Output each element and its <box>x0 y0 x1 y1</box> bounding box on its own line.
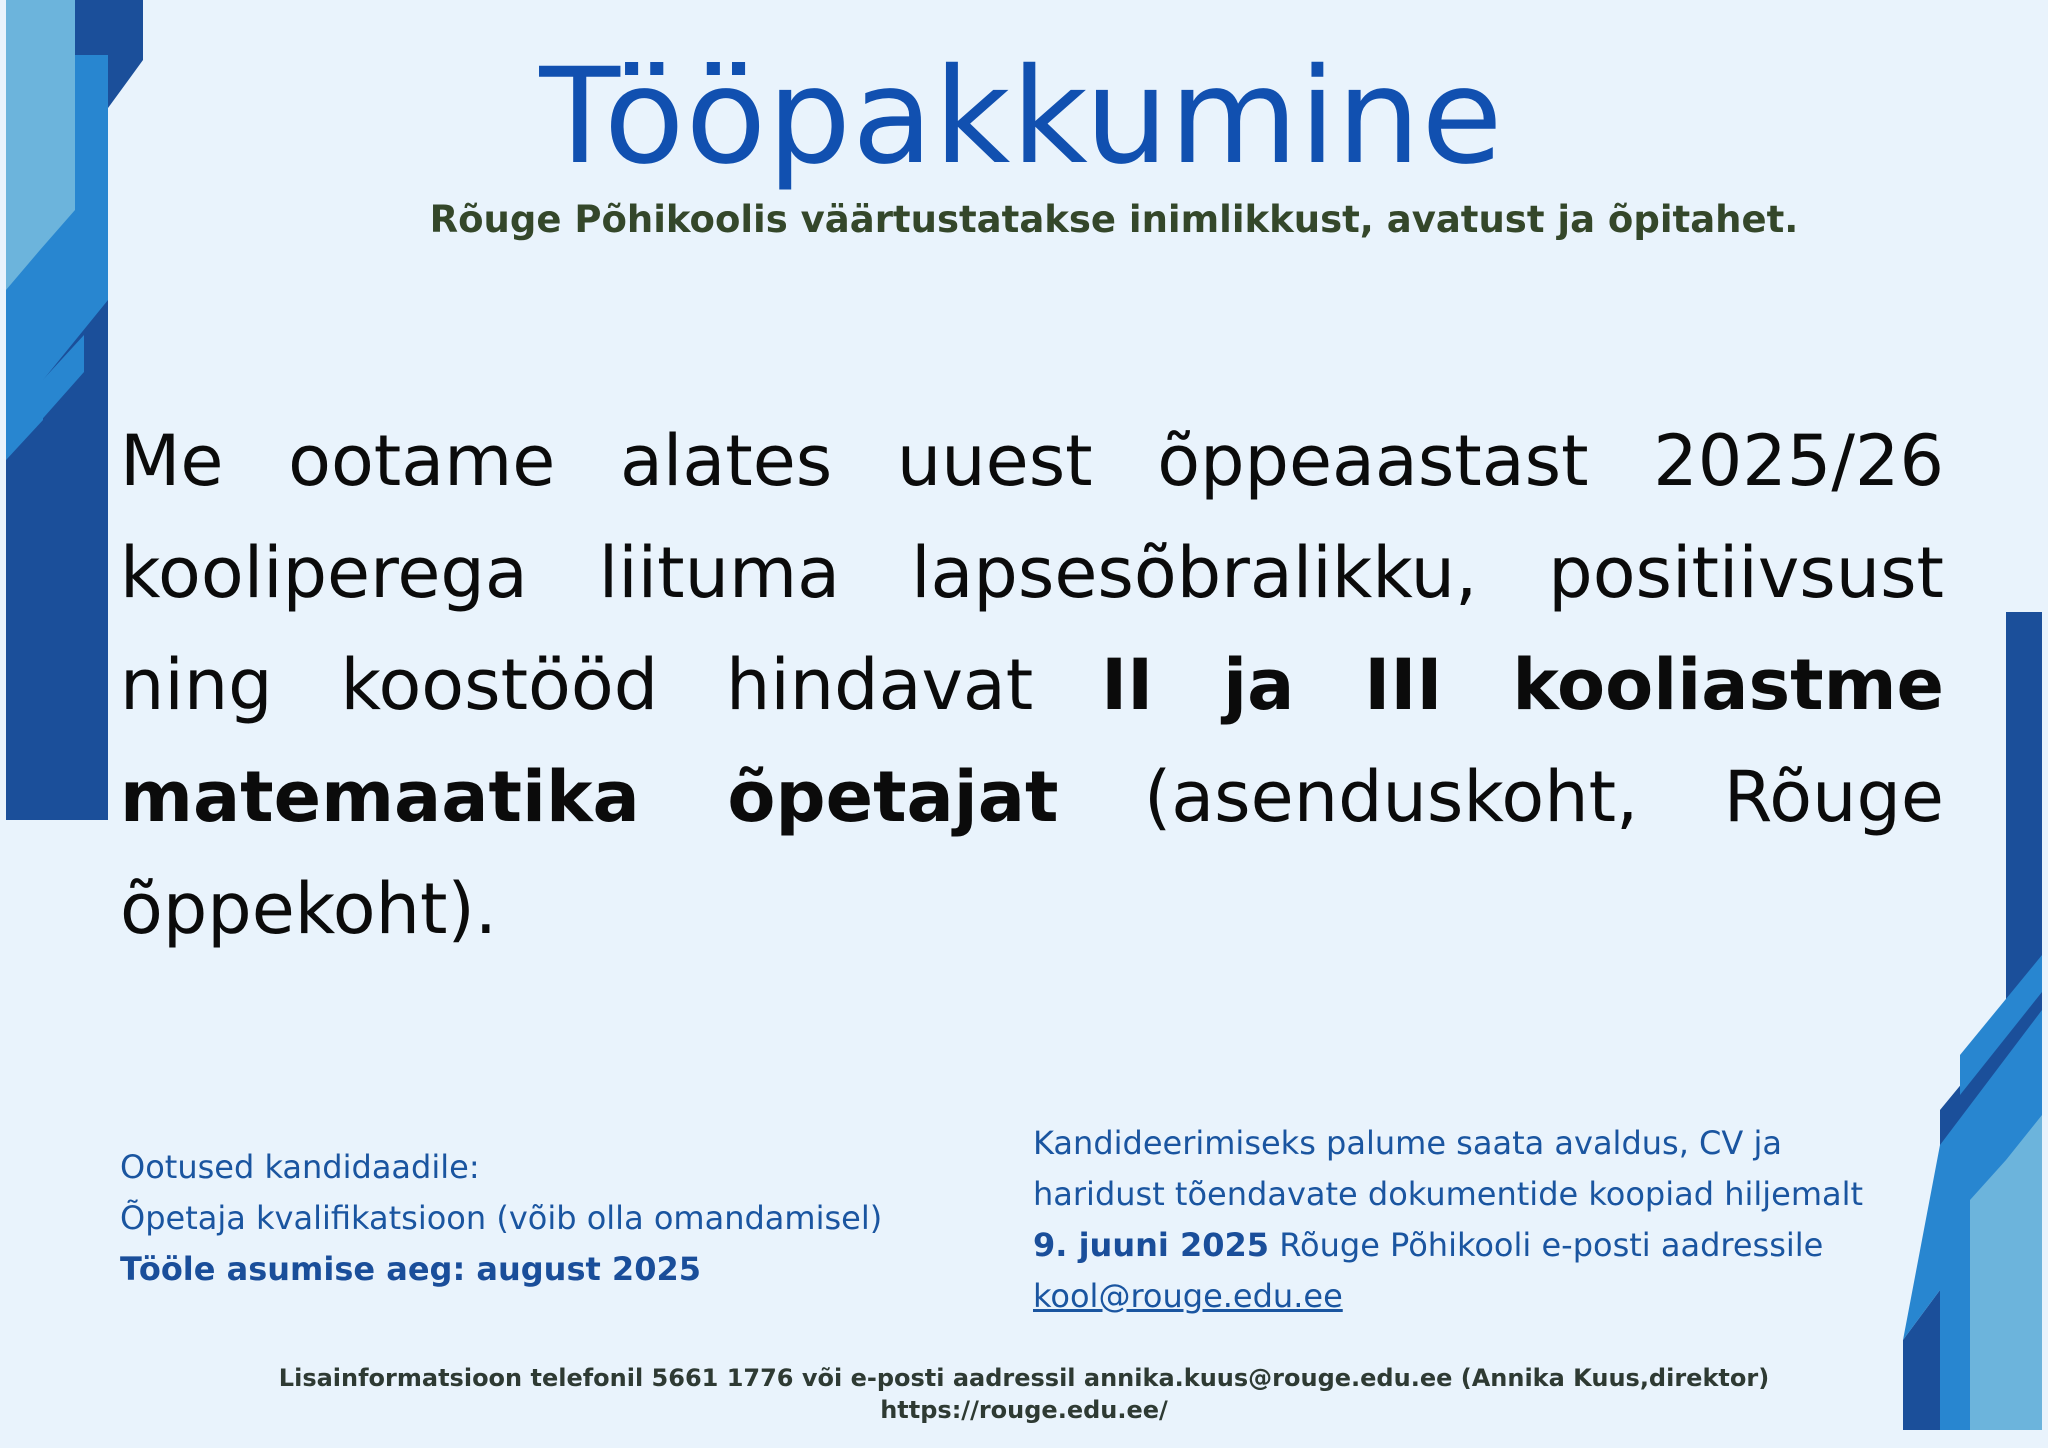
requirements-qualification: Õpetaja kvalifikatsioon (võib olla omandamisel) <box>120 1199 883 1237</box>
page-subtitle: Rõuge Põhikoolis väärtustatakse inimlikkust, avatust ja õpitahet. <box>429 198 1799 241</box>
job-description-part2: (asenduskoht, Rõuge õppekoht). <box>120 756 1944 950</box>
start-date: Tööle asumise aeg: august 2025 <box>120 1250 701 1288</box>
job-description <box>120 405 1944 965</box>
application-email-link[interactable]: kool@rouge.edu.ee <box>1033 1277 1343 1315</box>
footer-website-link[interactable]: https://rouge.edu.ee/ <box>880 1396 1168 1424</box>
application-line3 <box>1033 1220 1913 1271</box>
application-line2: haridust tõendavate dokumentide koopiad hiljemalt <box>1033 1175 1864 1213</box>
job-position: II ja III kooliastme matemaatika õpetajat <box>120 644 1944 838</box>
requirements-heading: Ootused kandidaadile: <box>120 1148 480 1186</box>
requirements-block <box>120 1142 882 1295</box>
page-title: Tööpakkumine <box>539 40 1504 194</box>
footer-contact: Lisainformatsioon telefonil 5661 1776 või e-posti aadressil annika.kuus@rouge.edu.ee (Annika Kuus,direktor) <box>278 1364 1770 1392</box>
application-line3-rest: Rõuge Põhikooli e-posti aadressile <box>1269 1226 1824 1264</box>
application-block <box>1033 1118 1913 1322</box>
application-deadline: 9. juuni 2025 <box>1033 1226 1270 1264</box>
job-description-part1: Me ootame alates uuest õppeaastast 2025/26 kooliperega liituma lapsesõbralikku, positiivsust ning koostööd hindavat <box>120 420 1944 726</box>
application-line1: Kandideerimiseks palume saata avaldus, CV ja <box>1033 1124 1782 1162</box>
footer <box>0 1362 2048 1426</box>
